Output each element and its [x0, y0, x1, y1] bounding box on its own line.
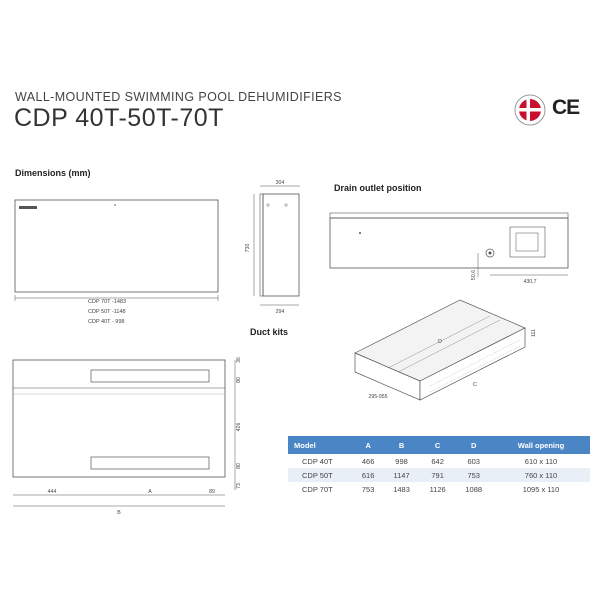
duct-dim-295-955: 295-955	[368, 394, 388, 400]
cell-b: 1483	[393, 484, 410, 494]
duct-dim-111: 111	[531, 329, 537, 337]
wall-dim-b: B	[117, 510, 121, 516]
col-wall-opening: Wall opening	[492, 436, 590, 454]
cell-b: 998	[395, 456, 408, 466]
drain-width-dim: 430,7	[523, 279, 537, 285]
cell-model: CDP 40T	[302, 456, 333, 466]
document-title: CDP 40T-50T-70T	[14, 104, 224, 132]
model-spec-table	[288, 436, 590, 496]
wall-dim-73: 73	[236, 483, 242, 489]
cell-wall-opening: 1095 x 110	[522, 484, 560, 494]
cell-model: CDP 50T	[288, 468, 353, 482]
col-model: Model	[288, 436, 353, 454]
wall-dim-a: A	[148, 489, 152, 495]
cell-a: 753	[361, 484, 375, 494]
cell-c: 791	[420, 468, 456, 482]
side-bottom-dim: 294	[275, 309, 285, 313]
table-row	[288, 454, 590, 468]
cell-d: 753	[455, 468, 492, 482]
front-label-70t: CDP 70T -1483	[88, 299, 127, 305]
table-row	[288, 468, 590, 482]
cell-c: 1126	[429, 484, 446, 494]
table-row	[288, 482, 590, 496]
cell-d: 603	[467, 456, 480, 466]
col-c: C	[420, 436, 456, 454]
duct-dim-c: C	[473, 382, 477, 388]
dimensions-heading: Dimensions (mm)	[15, 168, 91, 178]
cell-d: 1088	[465, 484, 483, 494]
cell-model: CDP 70T	[302, 484, 333, 494]
wall-dim-80-top: 80	[236, 377, 242, 383]
wall-dim-444: 444	[47, 489, 57, 495]
document-subtitle: WALL-MOUNTED SWIMMING POOL DEHUMIDIFIERS	[15, 90, 342, 104]
cell-a: 616	[353, 468, 383, 482]
side-view-drawing	[240, 178, 320, 313]
drain-outlet-drawing	[320, 205, 580, 290]
wall-dim-426: 426	[236, 422, 242, 432]
drain-height-dim: 50,6	[471, 269, 477, 281]
duct-dim-d: D	[438, 339, 442, 345]
drain-outlet-heading: Drain outlet position	[334, 183, 422, 193]
col-b: B	[383, 436, 419, 454]
wall-dim-36: 36	[236, 357, 242, 363]
cell-b: 1147	[383, 468, 419, 482]
front-label-50t: CDP 50T -1148	[88, 309, 126, 315]
side-top-dim: 304	[275, 180, 285, 186]
wall-opening-drawing	[5, 352, 245, 522]
wall-dim-89: 89	[209, 489, 215, 495]
front-label-40t: CDP 40T - 998	[88, 319, 125, 325]
cell-c: 642	[431, 456, 444, 466]
cell-a: 466	[361, 456, 375, 466]
duct-kits-heading: Duct kits	[250, 327, 289, 337]
cell-wall-opening: 610 x 110	[524, 456, 558, 466]
ce-mark: CE	[552, 96, 580, 119]
table-header-row	[288, 436, 590, 454]
duct-kit-drawing	[340, 288, 550, 418]
cell-wall-opening: 760 x 110	[492, 468, 590, 482]
col-d: D	[455, 436, 492, 454]
wall-dim-80-bottom: 80	[236, 463, 242, 469]
side-height-dim: 730	[245, 243, 251, 253]
col-a: A	[353, 436, 383, 454]
